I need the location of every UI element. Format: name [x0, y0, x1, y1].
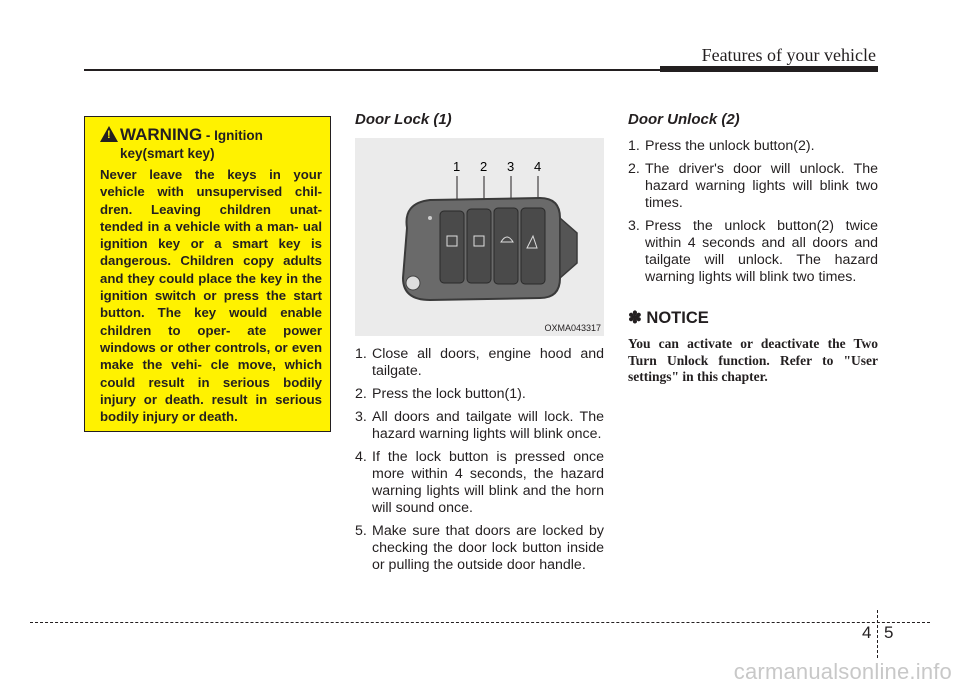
chapter-number: 4	[862, 623, 872, 642]
door-lock-heading: Door Lock (1)	[355, 111, 452, 128]
door-unlock-steps	[628, 138, 878, 286]
header-rule	[84, 69, 660, 71]
warning-title: WARNING	[120, 125, 203, 144]
warning-subtitle-line2: key(smart key)	[120, 146, 215, 161]
list-item: 1. Close all doors, engine hood and tailgate.	[355, 346, 604, 379]
page-header-title: Features of your vehicle	[701, 45, 876, 65]
callout-2: 2	[480, 159, 488, 174]
warning-triangle-icon	[100, 126, 118, 142]
callout-1: 1	[453, 159, 461, 174]
door-lock-section	[355, 111, 604, 580]
warning-subtitle: - Ignition	[202, 128, 263, 143]
list-item: 1. Press the unlock button(2).	[628, 138, 815, 154]
figure-code: OXMA043317	[544, 323, 601, 333]
smart-key-figure	[355, 138, 604, 336]
page-number-divider	[877, 610, 878, 658]
list-item: 2. Press the lock button(1).	[355, 386, 526, 402]
notice-heading: ✽ NOTICE	[628, 309, 709, 327]
callout-3: 3	[507, 159, 515, 174]
list-item: 4. If the lock button is pressed once more within 4 seconds, the hazard warning lights will blink and the horn will sound once.	[355, 449, 604, 516]
smart-key-illustration	[355, 138, 604, 336]
list-item: 3. All doors and tailgate will lock. The hazard warning lights will blink once.	[355, 409, 604, 442]
list-item: 2. The driver's door will unlock. The hazard warning lights will blink two times.	[628, 161, 878, 211]
warning-box	[84, 116, 331, 432]
notice-body: You can activate or deactivate the Two Turn Unlock function. Refer to "User settings" in this chapter.	[628, 336, 878, 384]
header-rule-accent	[660, 66, 878, 72]
door-lock-steps	[355, 346, 604, 574]
page-number: 5	[884, 623, 894, 642]
callout-4: 4	[534, 159, 542, 174]
list-item: 5. Make sure that doors are locked by checking the door lock button inside or pulling the outside door handle.	[355, 523, 604, 573]
door-unlock-heading: Door Unlock (2)	[628, 111, 740, 128]
warning-body: Never leave the keys in your vehicle with unsupervised chil- dren. Leaving children unat- tended in a vehicle with a man- ual ignition key or a smart key is dangerous. Children copy adults and they could place the key in the ignition switch or press the start button. The key would enable children to oper- ate power windows or other controls, or even make the vehi- cle move, which could result in serious bodily injury or death. result in serious bodily injury or death.	[100, 167, 322, 425]
warning-header	[100, 125, 322, 163]
footer-rule	[30, 622, 930, 623]
list-item: 3. Press the unlock button(2) twice within 4 seconds and all doors and tailgate will unlock. The hazard warning lights will blink two times.	[628, 218, 878, 285]
watermark: carmanualsonline.info	[733, 659, 952, 684]
door-unlock-section	[628, 111, 878, 386]
